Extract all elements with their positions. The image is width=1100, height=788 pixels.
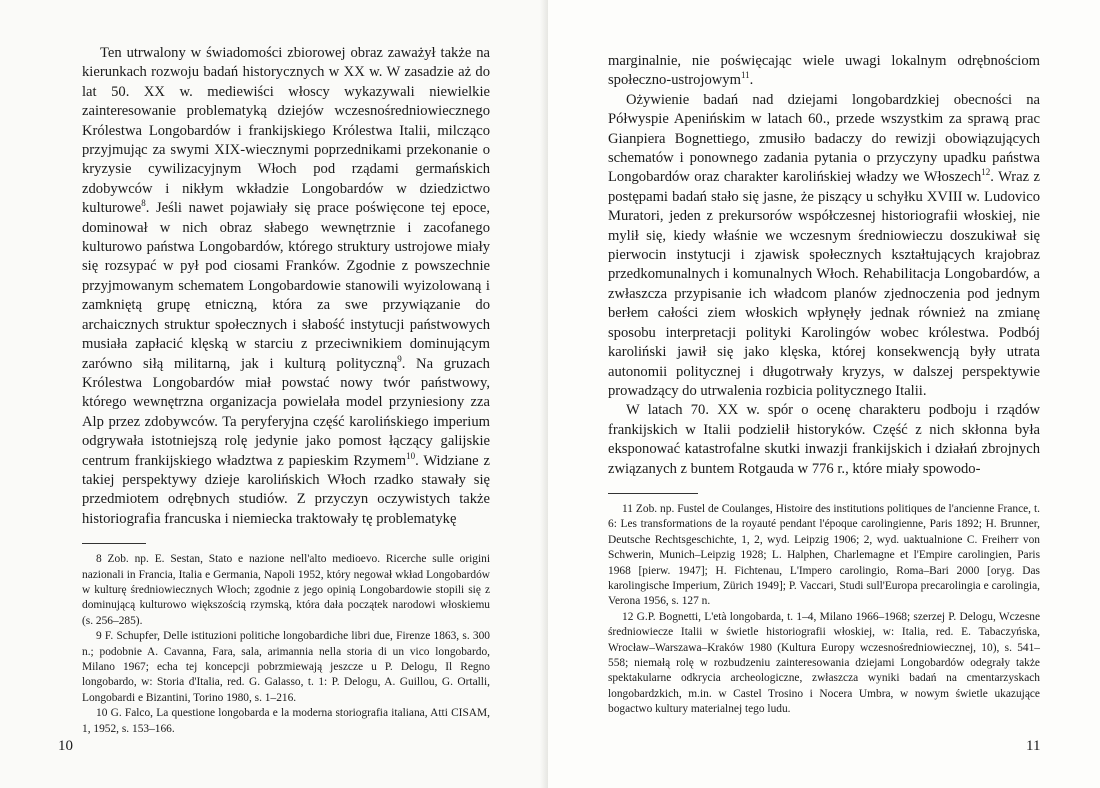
footnote-ref-11[interactable]: 11 bbox=[740, 70, 750, 81]
footnote-ref-8[interactable]: 8 bbox=[141, 198, 146, 209]
footnote-8: 8 Zob. np. E. Sestan, Stato e nazione nell'alto medioevo. Ricerche sulle origini nazionali in Francia, Italia e Germania, Napoli 1952, który negował wkład Longobardów w kulturę średniowiecznych Włoch; zgodnie z jego opinią Longobardowie stopili się z dominującą kulturowo większością rzymską, która dała początek narodowi włoskiemu (s. 256–285). bbox=[82, 553, 490, 627]
right-paragraph-3: W latach 70. XX w. spór o ocenę charakteru podboju i rządów frankijskich w Italii podzielił historyków. Część z nich skłonna była eksponować katastrofalne skutki inwazji frankijskich i działań zbrojnych związanych z buntem Rotgauda w 776 r., które miały spowodo- bbox=[608, 402, 1040, 477]
left-text-run-3: . Na gruzach Królestwa Longobardów miał powstać nowy twór państwowy, którego wewnętrzna organizacja powielała model przyniesiony zza Alp przez zdobywców. Ta peryferyjna część karolińskiego imperium odgrywała istotniejszą rolę jedynie jako pomost łączący galijskie centrum frankijskiego władztwa z papieskim Rzymem bbox=[82, 355, 490, 469]
page-number-right: 11 bbox=[1026, 738, 1041, 754]
footnote-10: 10 G. Falco, La questione longobarda e la moderna storiografia italiana, Atti CISAM, 1, 1952, s. 153–166. bbox=[82, 707, 490, 735]
left-text-run-2: . Jeśli nawet pojawiały się prace poświęcone tej epoce, dominował w nich obraz słabego wewnętrznie i zacofanego kulturowo państwa Longobardów, którego struktury ustrojowe miały się rozsypać w pył pod ciosami Franków. Zgodnie z powszechnie przyjmowanym schematem Longobardowie stanowili wyizolowaną i zamkniętą grupę etniczną, która za swe przywiązanie do archaicznych struktur społecznych i słabość instytucji państwowych musiała zapłacić klęską w starciu z przeciwnikiem dominującym zarówno siłą militarną, jak i kulturą polityczną bbox=[82, 200, 490, 372]
footnote-11: 11 Zob. np. Fustel de Coulanges, Histoire des institutions politiques de l'ancienne France, t. 6: Les transformations de la royauté pendant l'époque carolingienne, Paris 1892; H. Brunner, Deutsche Rechtsgeschichte, 1, 2, wyd. Leipzig 1906; 2, wyd. uaktualnione C. Freiherr von Schwerin, Munich–Leipzig 1928; L. Halphen, Charlemagne et l'Empire carolingien, Paris 1968 [pierw. 1947]; H. Fichtenau, L'Impero carolingio, Roma–Bari 2000 [oryg. Das karolingische Imperium, Zürich 1949]; P. Vaccari, Studi sull'Europa precarolingia e carolingia, Verona 1956, s. 127 n. bbox=[608, 502, 1040, 608]
left-text-run-4: . Widziane z takiej perspektywy dzieje karolińskich Włoch rzadko stawały się przedmiotem odrębnych studiów. Z przyczyn oczywistych także historiografia francuska i niemiecka traktowały tę problematykę bbox=[82, 452, 490, 527]
footnote-12: 12 G.P. Bognetti, L'età longobarda, t. 1–4, Milano 1966–1968; szerzej P. Delogu, Wczesne średniowiecze Italii w świetle historiografii włoskiej, w: Italia, red. E. Tabaczyńska, Wrocław–Warszawa–Kraków 1980 (Kultura Europy wczesnośredniowiecznej, 10), s. 541–558; niemałą rolę w rozbudzeniu zainteresowania dziejami Longobardów odegrały także spektakularne odkrycia archeologiczne, zwłaszcza wyniki badań na cmentarzyskach longobardzkich, m.in. w Castel Trosino i Nocera Umbra, w nowym świetle ukazujące bogactwo kultury materialnej tego ludu. bbox=[608, 610, 1040, 716]
right-text-run-1: marginalnie, nie poświęcając wiele uwagi lokalnym odrębnościom społeczno-ustrojowym bbox=[608, 53, 1040, 89]
right-text-run-4: . Wraz z postępami badań stało się jasne, że piszący u schyłku XVIII w. Ludovico Muratori, jeden z prekursorów współczesnej historiografii włoskiej, nie mylił się, kiedy właśnie we wczesnym średniowieczu doszukiwał się pierwocin instytucji i zjawisk społecznych kształtujących krajobraz przedkomunalnych i komunalnych Włoch. Rehabilitacja Longobardów, a zwłaszcza przypisanie ich władcom planów zjednoczenia pod jednym berłem całości ziem włoskich wpłynęły jednak również na zmianę sposobu interpretacji polityki Karolingów wobec królestwa. Podbój karoliński jawił się jako klęska, której konsekwencją były utrata autonomii politycznej i długotrwały kryzys, w dalszej perspektywie prowadzący do utrwalenia rozbicia politycznego Italii. bbox=[608, 169, 1040, 399]
footnote-ref-9[interactable]: 9 bbox=[397, 353, 402, 364]
left-page bbox=[0, 0, 548, 788]
right-paragraph-2 bbox=[608, 91, 1040, 402]
footnote-ref-10[interactable]: 10 bbox=[406, 450, 416, 461]
left-paragraph bbox=[82, 44, 490, 529]
page-number-left: 10 bbox=[58, 738, 73, 754]
right-text-run-2: . bbox=[749, 72, 754, 89]
footnote-ref-12[interactable]: 12 bbox=[981, 167, 991, 178]
right-text-run-3: Ożywienie badań nad dziejami longobardzkiej obecności na Półwyspie Apenińskim w latach 60., przede wszystkim za sprawą prac Gianpiera Bognettiego, zmusiło badaczy do rewizji obowiązujących schematów i ponownego zadania pytania o przyczyny upadku państwa Longobardów oraz charakter karolińskiej władzy we Włoszech bbox=[608, 91, 1040, 186]
right-page-text bbox=[608, 52, 1040, 718]
right-page bbox=[548, 0, 1100, 788]
left-page-text bbox=[82, 44, 490, 737]
left-text-run-1: Ten utrwalony w świadomości zbiorowej obraz zaważył także na kierunkach rozwoju badań historycznych w XX w. W zasadzie aż do lat 50. XX w. mediewiści włoscy wykazywali niewielkie zainteresowanie problematyką dziejów wczesnośredniowiecznego Królestwa Longobardów i frankijskiego Królestwa Italii, milcząco przyjmując za swymi XIX-wiecznymi poprzednikami przekonanie o kryzysie cywilizacyjnym Włoch pod rządami germańskich zdobywców i nikłym wkładzie Longobardów w dziedzictwo kulturowe bbox=[82, 45, 490, 217]
footnote-separator bbox=[82, 543, 146, 544]
footnote-separator bbox=[608, 493, 698, 494]
footnote-9: 9 F. Schupfer, Delle istituzioni politiche longobardiche libri due, Firenze 1863, s. 300 n.; podobnie A. Cavanna, Fara, sala, arimannia nella storia di un vico longobardo, Milano 1967; echa tej koncepcji pobrzmiewają jeszcze u P. Delogu, Il Regno longobardo, w: Storia d'Italia, red. G. Galasso, t. 1: P. Delogu, A. Guillou, G. Ortalli, Longobardi e Bizantini, Torino 1980, s. 1–216. bbox=[82, 630, 490, 704]
right-paragraph-1 bbox=[608, 52, 1040, 91]
